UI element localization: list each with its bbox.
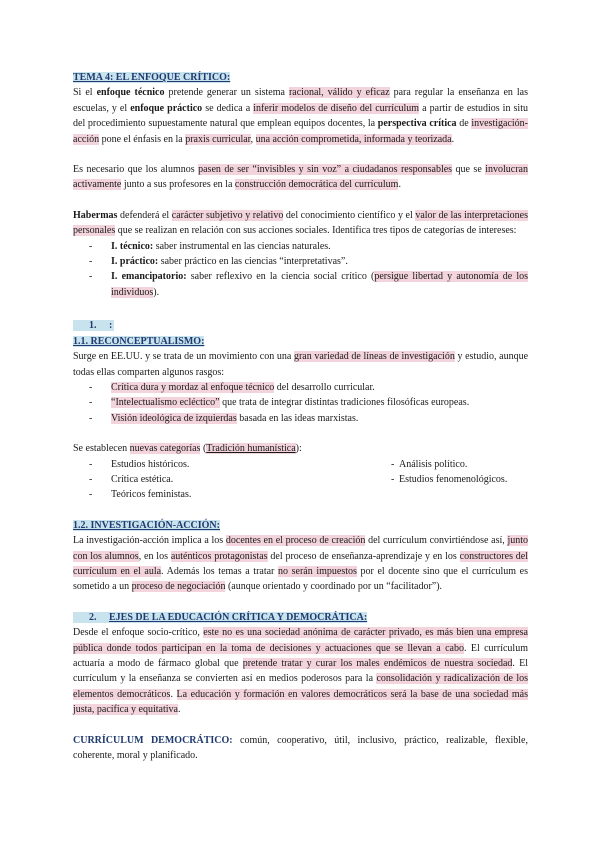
list-item: - Visión ideológica de izquierdas basada en las ideas marxistas. [89,412,359,424]
list-item: - I. práctico: saber práctico en las ciencias “interpretativas”. [89,256,348,268]
categories-paragraph: Se establecen nuevas categorías (Tradición humanística): [73,443,302,455]
categories-right-list [391,457,528,503]
list-item: - Crítica estética. [89,473,174,485]
section-1-1-title: 1.1. RECONCEPTUALISMO: [73,335,205,347]
traits-list [73,380,528,426]
list-item: - Estudios fenomenológicos. [391,473,508,485]
axes-paragraph: Desde el enfoque socio-crítico, este no es una sociedad anónima de carácter privado, es más bien una empresa pública donde todos participan en la toma de decisiones y actuaciones que se llevan a cabo. El currículum actuaría a modo de fármaco global que pretende tratar y curar los males endémicos de nuestra sociedad. El currículum y la enseñanza se convierten así en medios poderosos para la consolidación y radicalización de los elementos democráticos. La educación y formación en valores democráticos será la base de una sociedad más justa, pacífica y equitativa. [73,627,529,716]
categories-columns [73,457,528,503]
categories-left-list [73,457,391,503]
section-2-header: 2. EJES DE LA EDUCACIÓN CRÍTICA Y DEMOCRÁTICA: [73,610,528,625]
list-item: - “Intelectualismo ecléctico” que trata de integrar distintas tradiciones filosóficas europeas. [89,397,470,409]
list-item: - Crítica dura y mordaz al enfoque técnico del desarrollo curricular. [89,381,375,393]
habermas-paragraph: Habermas defenderá el carácter subjetivo y relativo del conocimiento científico y el valor de las interpretaciones personales que se realizan en relación con sus acciones sociales. Identifica tres tipos de categorías de intereses: [73,209,528,237]
list-item: - I. emancipatorio: saber reflexivo en la ciencia social crítico (persigue libertad y autonomía de los individuos). [89,271,528,298]
title-text: TEMA 4: EL ENFOQUE CRÍTICO: [73,72,231,83]
list-item: - Estudios históricos. [89,458,190,470]
students-paragraph: Es necesario que los alumnos pasen de ser “invisibles y sin voz” a ciudadanos responsables que se involucran activamente junto a sus profesores en la construcción democrática del currículum. [73,164,528,191]
reconceptualism-paragraph: Surge en EE.UU. y se trata de un movimiento con una gran variedad de líneas de investigación y estudio, aunque todas ellas comparten algunos rasgos: [73,351,529,378]
section-1-2-title: 1.2. INVESTIGACIÓN-ACCIÓN: [73,519,220,531]
section-1-header: 1. : [73,318,528,333]
democratic-curriculum-paragraph: CURRÍCULUM DEMOCRÁTICO: común, cooperativo, útil, inclusivo, práctico, realizable, flexible, coherente, moral y planificado. [73,734,528,762]
interests-list [73,239,528,301]
list-item: - Teóricos feministas. [89,489,192,501]
list-item: - I. técnico: saber instrumental en las ciencias naturales. [89,240,331,252]
doc-title [73,70,528,85]
intro-paragraph: Si el enfoque técnico pretende generar un sistema racional, válido y eficaz para regular la enseñanza en las escuelas, y el enfoque práctico se dedica a inferir modelos de diseño del currículum a partir de estudios in situ del procedimiento supuestamente natural que emplean equipos docentes, la perspectiva crítica de investigación-acción pone el énfasis en la praxis curricular, una acción comprometida, informada y teorizada. [73,87,529,145]
list-item: - Análisis político. [391,458,468,470]
document-page [73,70,528,763]
action-research-paragraph: La investigación-acción implica a los docentes en el proceso de creación del currículum convirtiéndose así, junto con los alumnos, en los auténticos protagonistas del proceso de enseñanza-aprendizaje y en los constructores del currículum en el aula. Además los temas a tratar no serán impuestos por el docente sino que el currículum es sometido a un proceso de negociación (aunque orientado y coordinado por un “facilitador”). [73,535,529,593]
